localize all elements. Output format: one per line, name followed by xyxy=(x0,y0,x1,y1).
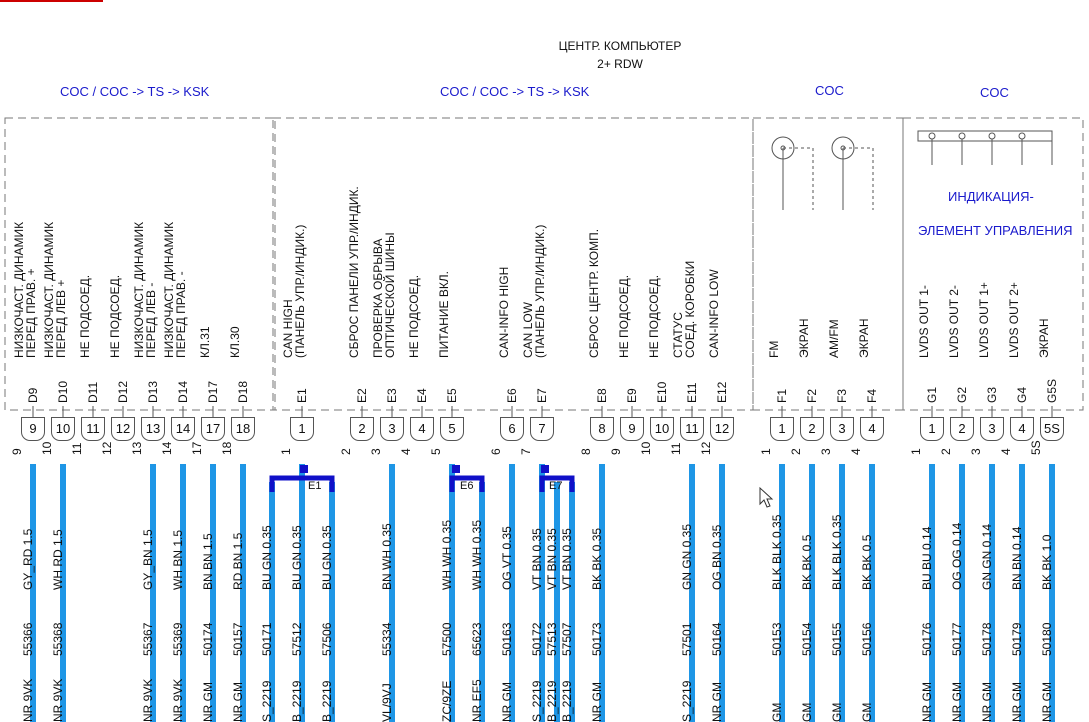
pin-id: F2 xyxy=(805,388,819,403)
wire-destination: ZC/9ZE xyxy=(440,680,454,722)
wire-number: 50180 xyxy=(1040,622,1054,656)
wire-code: BLK BLK 0.35 xyxy=(770,514,784,590)
wire-code: BN WH 0.35 xyxy=(380,523,394,590)
cavity-number: 9 xyxy=(609,448,623,455)
connector-terminal: 13 xyxy=(141,417,165,441)
lvds-bus-icon xyxy=(918,131,1052,141)
wire-number: 50154 xyxy=(800,622,814,656)
wire-code: BLK BLK 0.35 xyxy=(830,514,844,590)
wire-destination: NR GM xyxy=(231,682,245,722)
signal-label: ЭКРАН xyxy=(797,318,811,358)
lvds-node-icon xyxy=(989,133,995,139)
connector-terminal: 4 xyxy=(410,417,434,441)
pin-id: E12 xyxy=(715,381,729,403)
splice-label: E7 xyxy=(549,480,563,492)
pin-id: F3 xyxy=(835,388,849,403)
signal-label: CAN-INFO LOW xyxy=(707,269,721,358)
cavity-number: 18 xyxy=(220,441,234,455)
signal-label: ПЕРЕД ПРАВ. - xyxy=(174,271,188,358)
pin-id: F1 xyxy=(775,388,789,403)
wire-code: VT BN 0.35 xyxy=(530,528,544,590)
pin-id: G3 xyxy=(985,386,999,403)
wire-number: 50157 xyxy=(231,622,245,656)
pin-id: E2 xyxy=(355,388,369,403)
cavity-number: 5 xyxy=(429,448,443,455)
corner-marker xyxy=(0,0,103,2)
signal-label: КЛ.30 xyxy=(228,326,242,358)
wire-number: 50178 xyxy=(980,622,994,656)
cavity-number: 7 xyxy=(519,448,533,455)
pin-id: F4 xyxy=(865,388,879,403)
title-line-2: 2+ RDW xyxy=(597,57,643,71)
cavity-number: 6 xyxy=(489,448,503,455)
pin-id: G1 xyxy=(925,386,939,403)
wire-number: 50173 xyxy=(590,622,604,656)
signal-label: НЕ ПОДСОЕД. xyxy=(617,274,631,358)
splice-node-icon xyxy=(300,465,308,473)
cavity-number: 8 xyxy=(579,448,593,455)
connector-frame-4 xyxy=(903,118,1083,410)
splice-label: E1 xyxy=(308,480,322,492)
wire-destination: GM xyxy=(830,702,844,722)
wire-number: 55366 xyxy=(21,622,35,656)
signal-label: НЕ ПОДСОЕД. xyxy=(78,274,92,358)
wire-code: BK BK 0.35 xyxy=(590,527,604,590)
cavity-number: 11 xyxy=(70,442,84,455)
pin-id: G5S xyxy=(1045,378,1059,403)
wire-code: OG OG 0.14 xyxy=(950,522,964,590)
connector-terminal: 17 xyxy=(201,417,225,441)
pin-id: E1 xyxy=(295,388,309,403)
connector-terminal: 14 xyxy=(171,417,195,441)
indication-line-1: ИНДИКАЦИЯ- xyxy=(948,189,1034,204)
wire-number: 65623 xyxy=(470,622,484,656)
wire-code: BU GN 0.35 xyxy=(260,525,274,590)
splice-label: E6 xyxy=(460,480,474,492)
wire-destination: B_2219 xyxy=(290,680,304,722)
cavity-number: 4 xyxy=(849,448,863,455)
connector-terminal: 11 xyxy=(81,417,105,441)
pin-id: D14 xyxy=(176,380,190,403)
pin-id: E6 xyxy=(505,388,519,403)
wire-number: 55367 xyxy=(141,622,155,656)
wire-code: GN GN 0.35 xyxy=(680,523,694,590)
connector-terminal: 3 xyxy=(830,417,854,441)
wire-code: BK BK 0.5 xyxy=(800,534,814,590)
signal-label: LVDS OUT 2- xyxy=(947,285,961,358)
pin-id: E11 xyxy=(685,382,699,403)
wire-number: 50172 xyxy=(530,622,544,656)
signal-label: НИЗКОЧАСТ. ДИНАМИК xyxy=(42,221,56,358)
pin-id: E4 xyxy=(415,388,429,403)
antenna-shield xyxy=(843,148,873,210)
group-label-2: COC / COC -> TS -> KSK xyxy=(440,84,590,99)
cavity-number: 11 xyxy=(669,442,683,455)
cavity-number: 1 xyxy=(909,448,923,455)
connector-terminal: 10 xyxy=(650,417,674,441)
wire-number: 50163 xyxy=(500,622,514,656)
wire-destination: GM xyxy=(800,702,814,722)
connector-terminal: 2 xyxy=(350,417,374,441)
wire-number: 57506 xyxy=(320,622,334,656)
cavity-number: 12 xyxy=(699,441,713,455)
wire-code: BK BK 0.5 xyxy=(860,534,874,590)
wire-number: 50176 xyxy=(920,622,934,656)
cavity-number: 3 xyxy=(969,448,983,455)
wire-destination: S_2219 xyxy=(530,680,544,722)
splice-node-icon xyxy=(541,465,549,473)
pin-id: D13 xyxy=(146,380,160,403)
wire-code: BN BN 0.14 xyxy=(1010,526,1024,590)
wire-number: 50177 xyxy=(950,622,964,656)
wire-destination: B_2219 xyxy=(320,680,334,722)
wire-number: 57513 xyxy=(545,622,559,656)
wire-code: BU GN 0.35 xyxy=(320,525,334,590)
wire-number: 50156 xyxy=(860,622,874,656)
connector-terminal: 1 xyxy=(290,417,314,441)
connector-terminal: 1 xyxy=(770,417,794,441)
wire-code: BN BN 1.5 xyxy=(201,533,215,590)
wire-number: 55368 xyxy=(51,622,65,656)
cavity-number: 3 xyxy=(819,448,833,455)
signal-label: НИЗКОЧАСТ. ДИНАМИК xyxy=(162,221,176,358)
signal-label: ЭКРАН xyxy=(1037,318,1051,358)
signal-label: (ПАНЕЛЬ УПР./ИНДИК.) xyxy=(293,224,307,358)
wire-destination: S_2219 xyxy=(680,680,694,722)
wire-destination: NR 9VK xyxy=(171,678,185,722)
wire-code: GY_RD 1.5 xyxy=(21,528,35,590)
signal-label: НЕ ПОДСОЕД. xyxy=(108,274,122,358)
wire-number: 57500 xyxy=(440,622,454,656)
signal-label: ПРОВЕРКА ОБРЫВА xyxy=(371,238,385,358)
wire-destination: NR GM xyxy=(980,682,994,722)
signal-label: CAN-INFO HIGH xyxy=(497,266,511,358)
cavity-number: 1 xyxy=(759,448,773,455)
signal-label: LVDS OUT 1+ xyxy=(977,282,991,358)
pin-id: E10 xyxy=(655,381,669,403)
lvds-node-icon xyxy=(1019,133,1025,139)
cavity-number: 1 xyxy=(279,448,293,455)
wire-code: WH WH 0.35 xyxy=(470,519,484,590)
signal-label: СБРОС ЦЕНТР. КОМП. xyxy=(587,228,601,358)
connector-terminal: 3 xyxy=(380,417,404,441)
wire-code: OG BN 0.35 xyxy=(710,524,724,590)
connector-terminal: 11 xyxy=(680,417,704,441)
cavity-number: 10 xyxy=(40,441,54,455)
cavity-number: 17 xyxy=(190,441,204,455)
wire-code: GY_BN 1.5 xyxy=(141,529,155,590)
connector-terminal: 5 xyxy=(440,417,464,441)
signal-label: НИЗКОЧАСТ. ДИНАМИК xyxy=(132,221,146,358)
signal-label: НЕ ПОДСОЕД. xyxy=(647,274,661,358)
connector-terminal: 9 xyxy=(620,417,644,441)
wire-destination: GM xyxy=(860,702,874,722)
signal-label: ПИТАНИЕ ВКЛ. xyxy=(437,270,451,358)
wire-destination: NR 9VK xyxy=(21,678,35,722)
wire-code: OG VT 0.35 xyxy=(500,526,514,590)
wire-number: 55334 xyxy=(380,622,394,656)
connector-terminal: 1 xyxy=(920,417,944,441)
wire-destination: NR GM xyxy=(950,682,964,722)
pin-id: D9 xyxy=(26,387,40,403)
wire-code: BK BK 1.0 xyxy=(1040,534,1054,590)
pin-id: E5 xyxy=(445,388,459,403)
splice-node-icon xyxy=(452,465,460,473)
signal-label: LVDS OUT 1- xyxy=(917,285,931,358)
pin-id: D11 xyxy=(86,381,100,403)
wire-destination: NR GM xyxy=(710,682,724,722)
connector-frame-3 xyxy=(753,118,903,410)
signal-label: НИЗКОЧАСТ. ДИНАМИК xyxy=(12,221,26,358)
connector-terminal: 7 xyxy=(530,417,554,441)
wire-number: 50174 xyxy=(201,622,215,656)
wire-code: VT BN 0.35 xyxy=(560,528,574,590)
wire-number: 57501 xyxy=(680,622,694,656)
wire-code: VT BN 0.35 xyxy=(545,528,559,590)
signal-label: CAN HIGH xyxy=(281,299,295,358)
signal-label: ОПТИЧЕСКОЙ ШИНЫ xyxy=(383,232,397,358)
indication-line-2: ЭЛЕМЕНТ УПРАВЛЕНИЯ xyxy=(918,223,1073,238)
wire-code: WH BN 1.5 xyxy=(171,529,185,590)
wire-destination: NR EF5 xyxy=(470,679,484,722)
diagram-title xyxy=(520,37,720,73)
pin-id: D12 xyxy=(116,380,130,403)
connector-terminal: 12 xyxy=(111,417,135,441)
pin-id: E9 xyxy=(625,388,639,403)
wire-destination: NR GM xyxy=(500,682,514,722)
signal-label: AM/FM xyxy=(827,319,841,358)
cavity-number: 13 xyxy=(130,441,144,455)
wire-code: WH WH 0.35 xyxy=(440,519,454,590)
wire-number: 50155 xyxy=(830,622,844,656)
connector-frame-2 xyxy=(273,118,753,410)
connector-terminal: 6 xyxy=(500,417,524,441)
connector-terminal: 10 xyxy=(51,417,75,441)
wire-destination: NR GM xyxy=(201,682,215,722)
signal-label: CAN LOW xyxy=(521,301,535,358)
wire-number: 50171 xyxy=(260,622,274,656)
pin-id: G4 xyxy=(1015,386,1029,403)
signal-label: FM xyxy=(767,340,781,358)
wire-code: WH RD 1.5 xyxy=(51,529,65,590)
signal-label: СБРОС ПАНЕЛИ УПР./ИНДИК. xyxy=(347,186,361,358)
signal-label: ПЕРЕД ЛЕВ + xyxy=(54,279,68,358)
antenna-shield xyxy=(783,148,813,210)
signal-label: НЕ ПОДСОЕД. xyxy=(407,274,421,358)
wire-code: BU BU 0.14 xyxy=(920,526,934,590)
mouse-cursor-icon xyxy=(760,488,772,507)
wire-destination: S_2219 xyxy=(260,680,274,722)
cavity-number: 2 xyxy=(939,448,953,455)
signal-label: ПЕРЕД ЛЕВ - xyxy=(144,282,158,358)
cavity-number: 4 xyxy=(399,448,413,455)
signal-label: СТАТУС xyxy=(671,312,685,358)
connector-terminal: 3 xyxy=(980,417,1004,441)
group-label-4: COC xyxy=(980,85,1009,100)
pin-id: E7 xyxy=(535,388,549,403)
pin-id: D18 xyxy=(236,380,250,403)
cavity-number: 9 xyxy=(10,448,24,455)
wire-destination: NR GM xyxy=(590,682,604,722)
connector-terminal: 4 xyxy=(860,417,884,441)
signal-label: ПЕРЕД ПРАВ. + xyxy=(24,268,38,358)
wire-code: BU GN 0.35 xyxy=(290,525,304,590)
wire-number: 57512 xyxy=(290,622,304,656)
wire-destination: NR 9VK xyxy=(51,678,65,722)
wire-destination: NR GM xyxy=(920,682,934,722)
pin-id: D10 xyxy=(56,380,70,403)
cavity-number: 2 xyxy=(789,448,803,455)
wire-number: 50164 xyxy=(710,622,724,656)
title-line-1: ЦЕНТР. КОМПЬЮТЕР xyxy=(558,39,682,53)
cavity-number: 12 xyxy=(100,441,114,455)
cavity-number: 10 xyxy=(639,441,653,455)
pin-id: E3 xyxy=(385,388,399,403)
wire-destination: B_2219 xyxy=(545,680,559,722)
pin-id: E8 xyxy=(595,388,609,403)
wire-code: RD BN 1.5 xyxy=(231,532,245,590)
wire-destination: NR GM xyxy=(1010,682,1024,722)
wire-number: 55369 xyxy=(171,622,185,656)
lvds-node-icon xyxy=(929,133,935,139)
wire-destination: VL/9VJ xyxy=(380,683,394,722)
signal-label: LVDS OUT 2+ xyxy=(1007,282,1021,358)
cavity-number: 3 xyxy=(369,448,383,455)
connector-terminal: 18 xyxy=(231,417,255,441)
wire-code: GN GN 0.14 xyxy=(980,523,994,590)
wire-destination: NR GM xyxy=(1040,682,1054,722)
connector-terminal: 5S xyxy=(1040,417,1064,441)
wire-number: 50179 xyxy=(1010,622,1024,656)
wire-destination: B_2219 xyxy=(560,680,574,722)
wire-number: 57507 xyxy=(560,622,574,656)
signal-label: КЛ.31 xyxy=(198,326,212,358)
wire-destination: NR 9VK xyxy=(141,678,155,722)
connector-terminal: 2 xyxy=(800,417,824,441)
connector-terminal: 4 xyxy=(1010,417,1034,441)
group-label-3: COC xyxy=(815,83,844,98)
signal-label: (ПАНЕЛЬ УПР./ИНДИК.) xyxy=(533,224,547,358)
pin-id: D17 xyxy=(206,380,220,403)
connector-terminal: 2 xyxy=(950,417,974,441)
pin-id: G2 xyxy=(955,386,969,403)
wire-destination: GM xyxy=(770,702,784,722)
signal-label: ЭКРАН xyxy=(857,318,871,358)
signal-label: СОЕД. КОРОБКИ xyxy=(683,260,697,358)
connector-terminal: 12 xyxy=(710,417,734,441)
connector-terminal: 9 xyxy=(21,417,45,441)
cavity-number: 5S xyxy=(1029,440,1043,455)
lvds-node-icon xyxy=(959,133,965,139)
group-label-1: COC / COC -> TS -> KSK xyxy=(60,84,210,99)
connector-terminal: 8 xyxy=(590,417,614,441)
cavity-number: 4 xyxy=(999,448,1013,455)
cavity-number: 14 xyxy=(160,441,174,455)
cavity-number: 2 xyxy=(339,448,353,455)
wire-number: 50153 xyxy=(770,622,784,656)
